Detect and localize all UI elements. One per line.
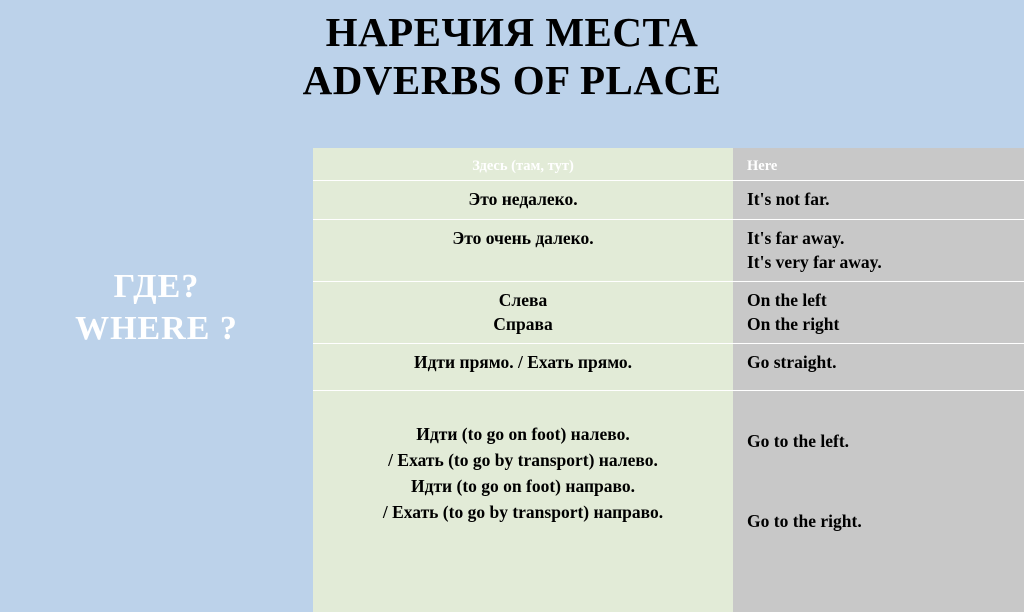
- table-column-question: [0, 148, 313, 612]
- column-header-ru: Здесь (там, тут): [472, 158, 574, 174]
- table-column-russian: [313, 148, 733, 612]
- table-cell-ru-2: Это очень далеко.: [452, 227, 594, 248]
- table-cell-ru-4: Идти прямо. / Ехать прямо.: [413, 352, 633, 373]
- table-cell-en-1: It's not far.: [747, 188, 830, 209]
- slide-header: [0, 0, 1024, 148]
- table-column-english: [733, 148, 1024, 612]
- column-header-en: Here: [747, 158, 778, 174]
- page-title-en: ADVERBS OF PLACE: [302, 57, 722, 103]
- table-cell-ru-1: Это недалеко.: [468, 188, 578, 209]
- table-cell-en-2: It's far away. It's very far away.: [747, 227, 882, 272]
- table-cell-ru-3: Слева Справа: [493, 289, 553, 334]
- table-cell-ru-5: Идти (to go on foot) налево. / Ехать (to go by transport) налево. Идти (to go on foot) направо. / Ехать (to go by transport) направо.: [382, 423, 664, 522]
- table-cell-en-4: Go straight.: [747, 352, 837, 373]
- table-cell-en-3: On the left On the right: [747, 289, 840, 334]
- table-cell-en-5: Go to the left. Go to the right.: [747, 430, 862, 531]
- page-title-ru: НАРЕЧИЯ МЕСТА: [325, 9, 699, 55]
- adverbs-table: [0, 148, 1024, 612]
- question-label-ru: ГДЕ?: [113, 268, 200, 305]
- question-label-en: WHERE ?: [75, 310, 238, 347]
